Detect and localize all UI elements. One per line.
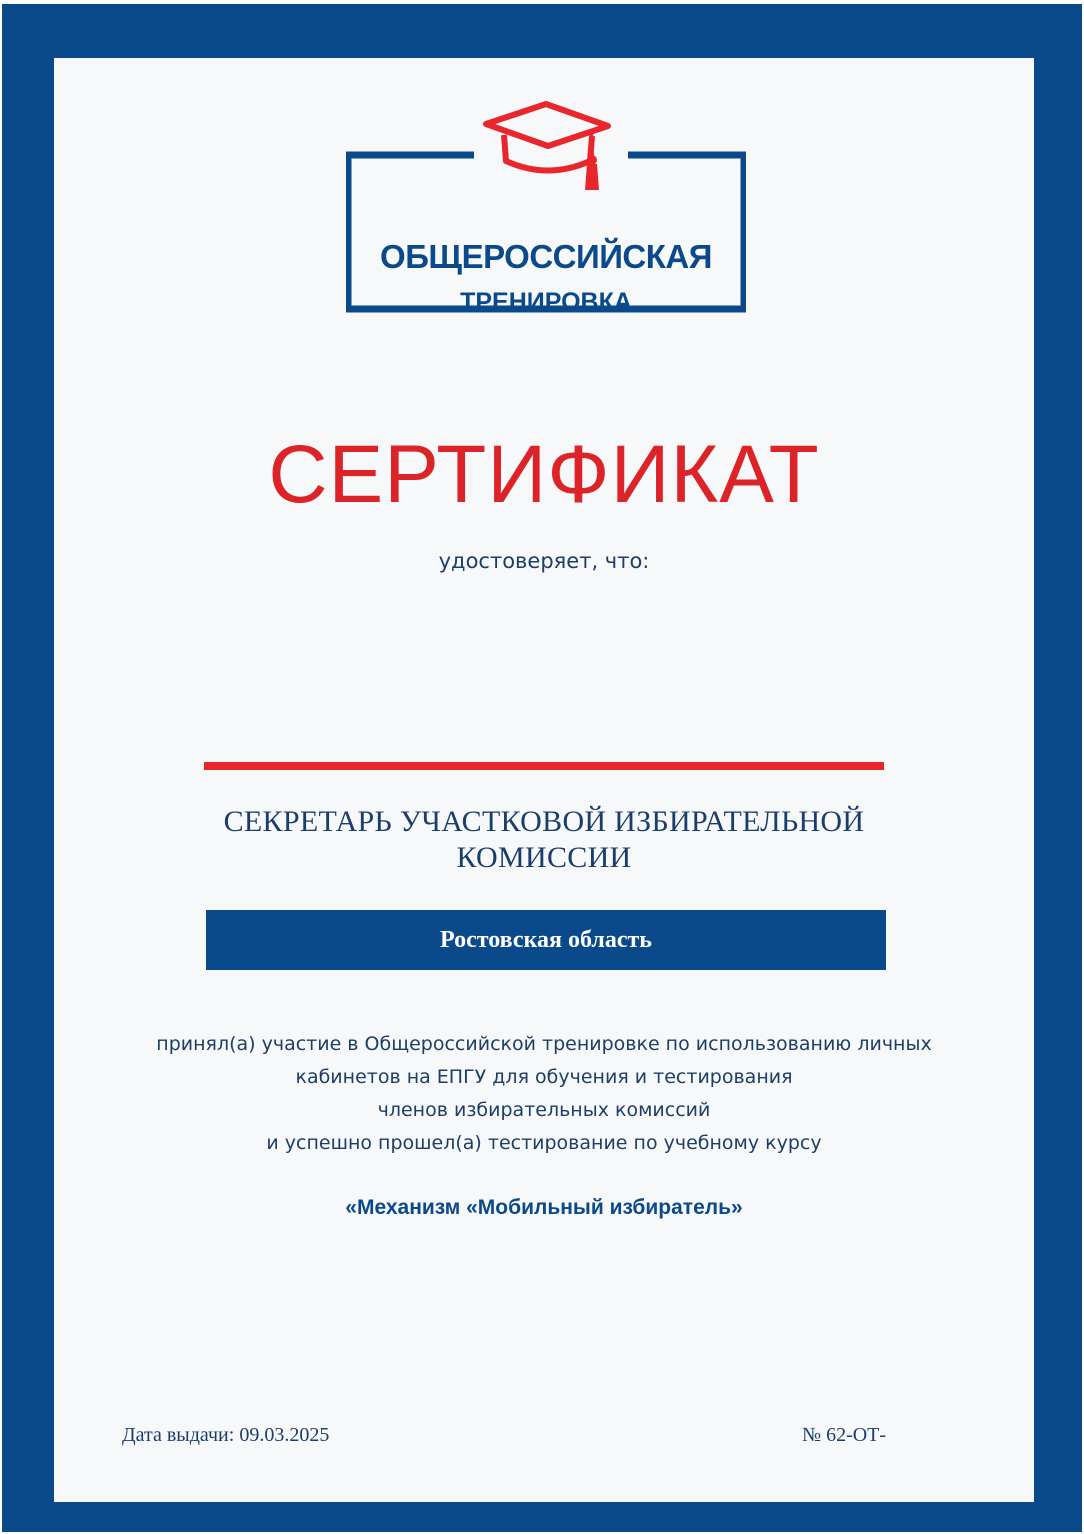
certificate-title: СЕРТИФИКАТ xyxy=(268,429,820,520)
body-line: кабинетов на ЕПГУ для обучения и тестирования xyxy=(295,1066,793,1088)
role-title xyxy=(54,804,1034,876)
issue-date: Дата выдачи: 09.03.2025 xyxy=(122,1424,330,1446)
course-name: «Механизм «Мобильный избиратель» xyxy=(345,1196,743,1219)
certificate-number: № 62-ОТ- xyxy=(802,1424,887,1446)
logo-subtitle: ТРЕНИРОВКА xyxy=(460,288,632,316)
certificate-frame xyxy=(2,4,1082,1532)
role-line: КОМИССИИ xyxy=(456,841,632,874)
certificate-body xyxy=(54,1028,1034,1160)
logo xyxy=(346,98,746,316)
certificate-page xyxy=(54,58,1034,1502)
certificate-subtitle: удостоверяет, что: xyxy=(438,549,650,573)
role-line: СЕКРЕТАРЬ УЧАСТКОВОЙ ИЗБИРАТЕЛЬНОЙ xyxy=(223,805,865,838)
graduation-cap-icon xyxy=(346,98,746,313)
body-line: членов избирательных комиссий xyxy=(377,1099,711,1121)
body-line: и успешно прошел(а) тестирование по учебному курсу xyxy=(266,1132,822,1154)
logo-title: ОБЩЕРОССИЙСКАЯ xyxy=(380,238,712,275)
name-underline xyxy=(204,762,884,770)
region-banner: Ростовская область xyxy=(206,910,886,970)
body-line: принял(а) участие в Общероссийской тренировке по использованию личных xyxy=(156,1033,932,1055)
